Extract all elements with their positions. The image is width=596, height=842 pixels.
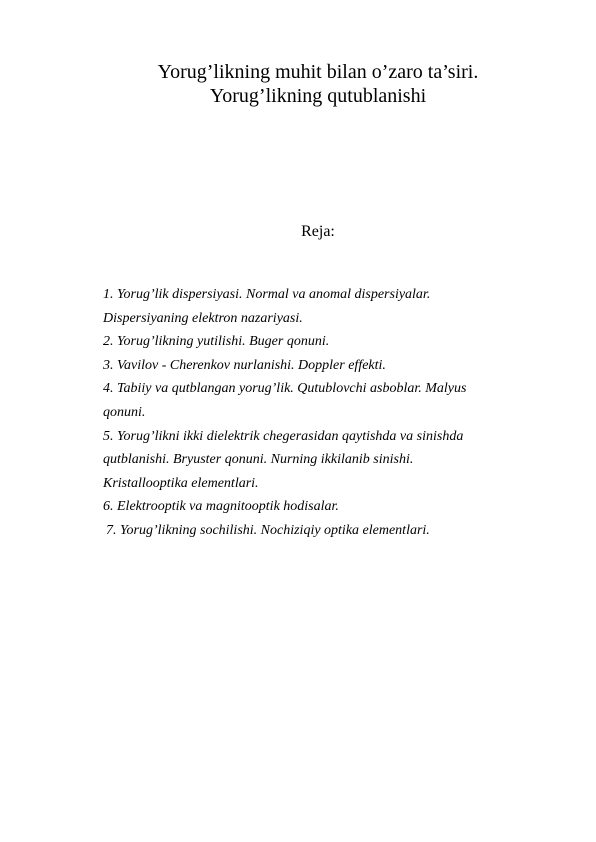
plan-line: qonuni. bbox=[103, 404, 146, 420]
plan-line: 6. Elektrooptik va magnitooptik hodisalar. bbox=[103, 499, 339, 515]
title-line-1: Yorug’likning muhit bilan o’zaro ta’siri. bbox=[157, 61, 479, 83]
plan-line: 7. Yorug’likning sochilishi. Nochiziqiy optika elementlari. bbox=[106, 522, 430, 538]
plan-line: 3. Vavilov - Cherenkov nurlanishi. Doppler effekti. bbox=[103, 357, 386, 373]
document-title bbox=[0, 60, 596, 108]
plan-list bbox=[103, 283, 543, 543]
plan-line: 5. Yorug’likni ikki dielektrik chegerasidan qaytishda va sinishda bbox=[103, 428, 464, 444]
plan-heading: Reja: bbox=[301, 223, 335, 240]
plan-line: Dispersiyaning elektron nazariyasi. bbox=[103, 310, 303, 326]
plan-line: 1. Yorug’lik dispersiyasi. Normal va anomal dispersiyalar. bbox=[103, 287, 431, 302]
plan-line: qutblanishi. Bryuster qonuni. Nurning ikkilanib sinishi. bbox=[103, 452, 414, 468]
plan-line: 2. Yorug’likning yutilishi. Buger qonuni. bbox=[103, 334, 330, 350]
title-line-2: Yorug’likning qutublanishi bbox=[209, 85, 427, 107]
plan-line: 4. Tabiiy va qutblangan yorug’lik. Qutublovchi asboblar. Malyus bbox=[103, 381, 467, 397]
plan-line: Kristallooptika elementlari. bbox=[103, 475, 259, 491]
